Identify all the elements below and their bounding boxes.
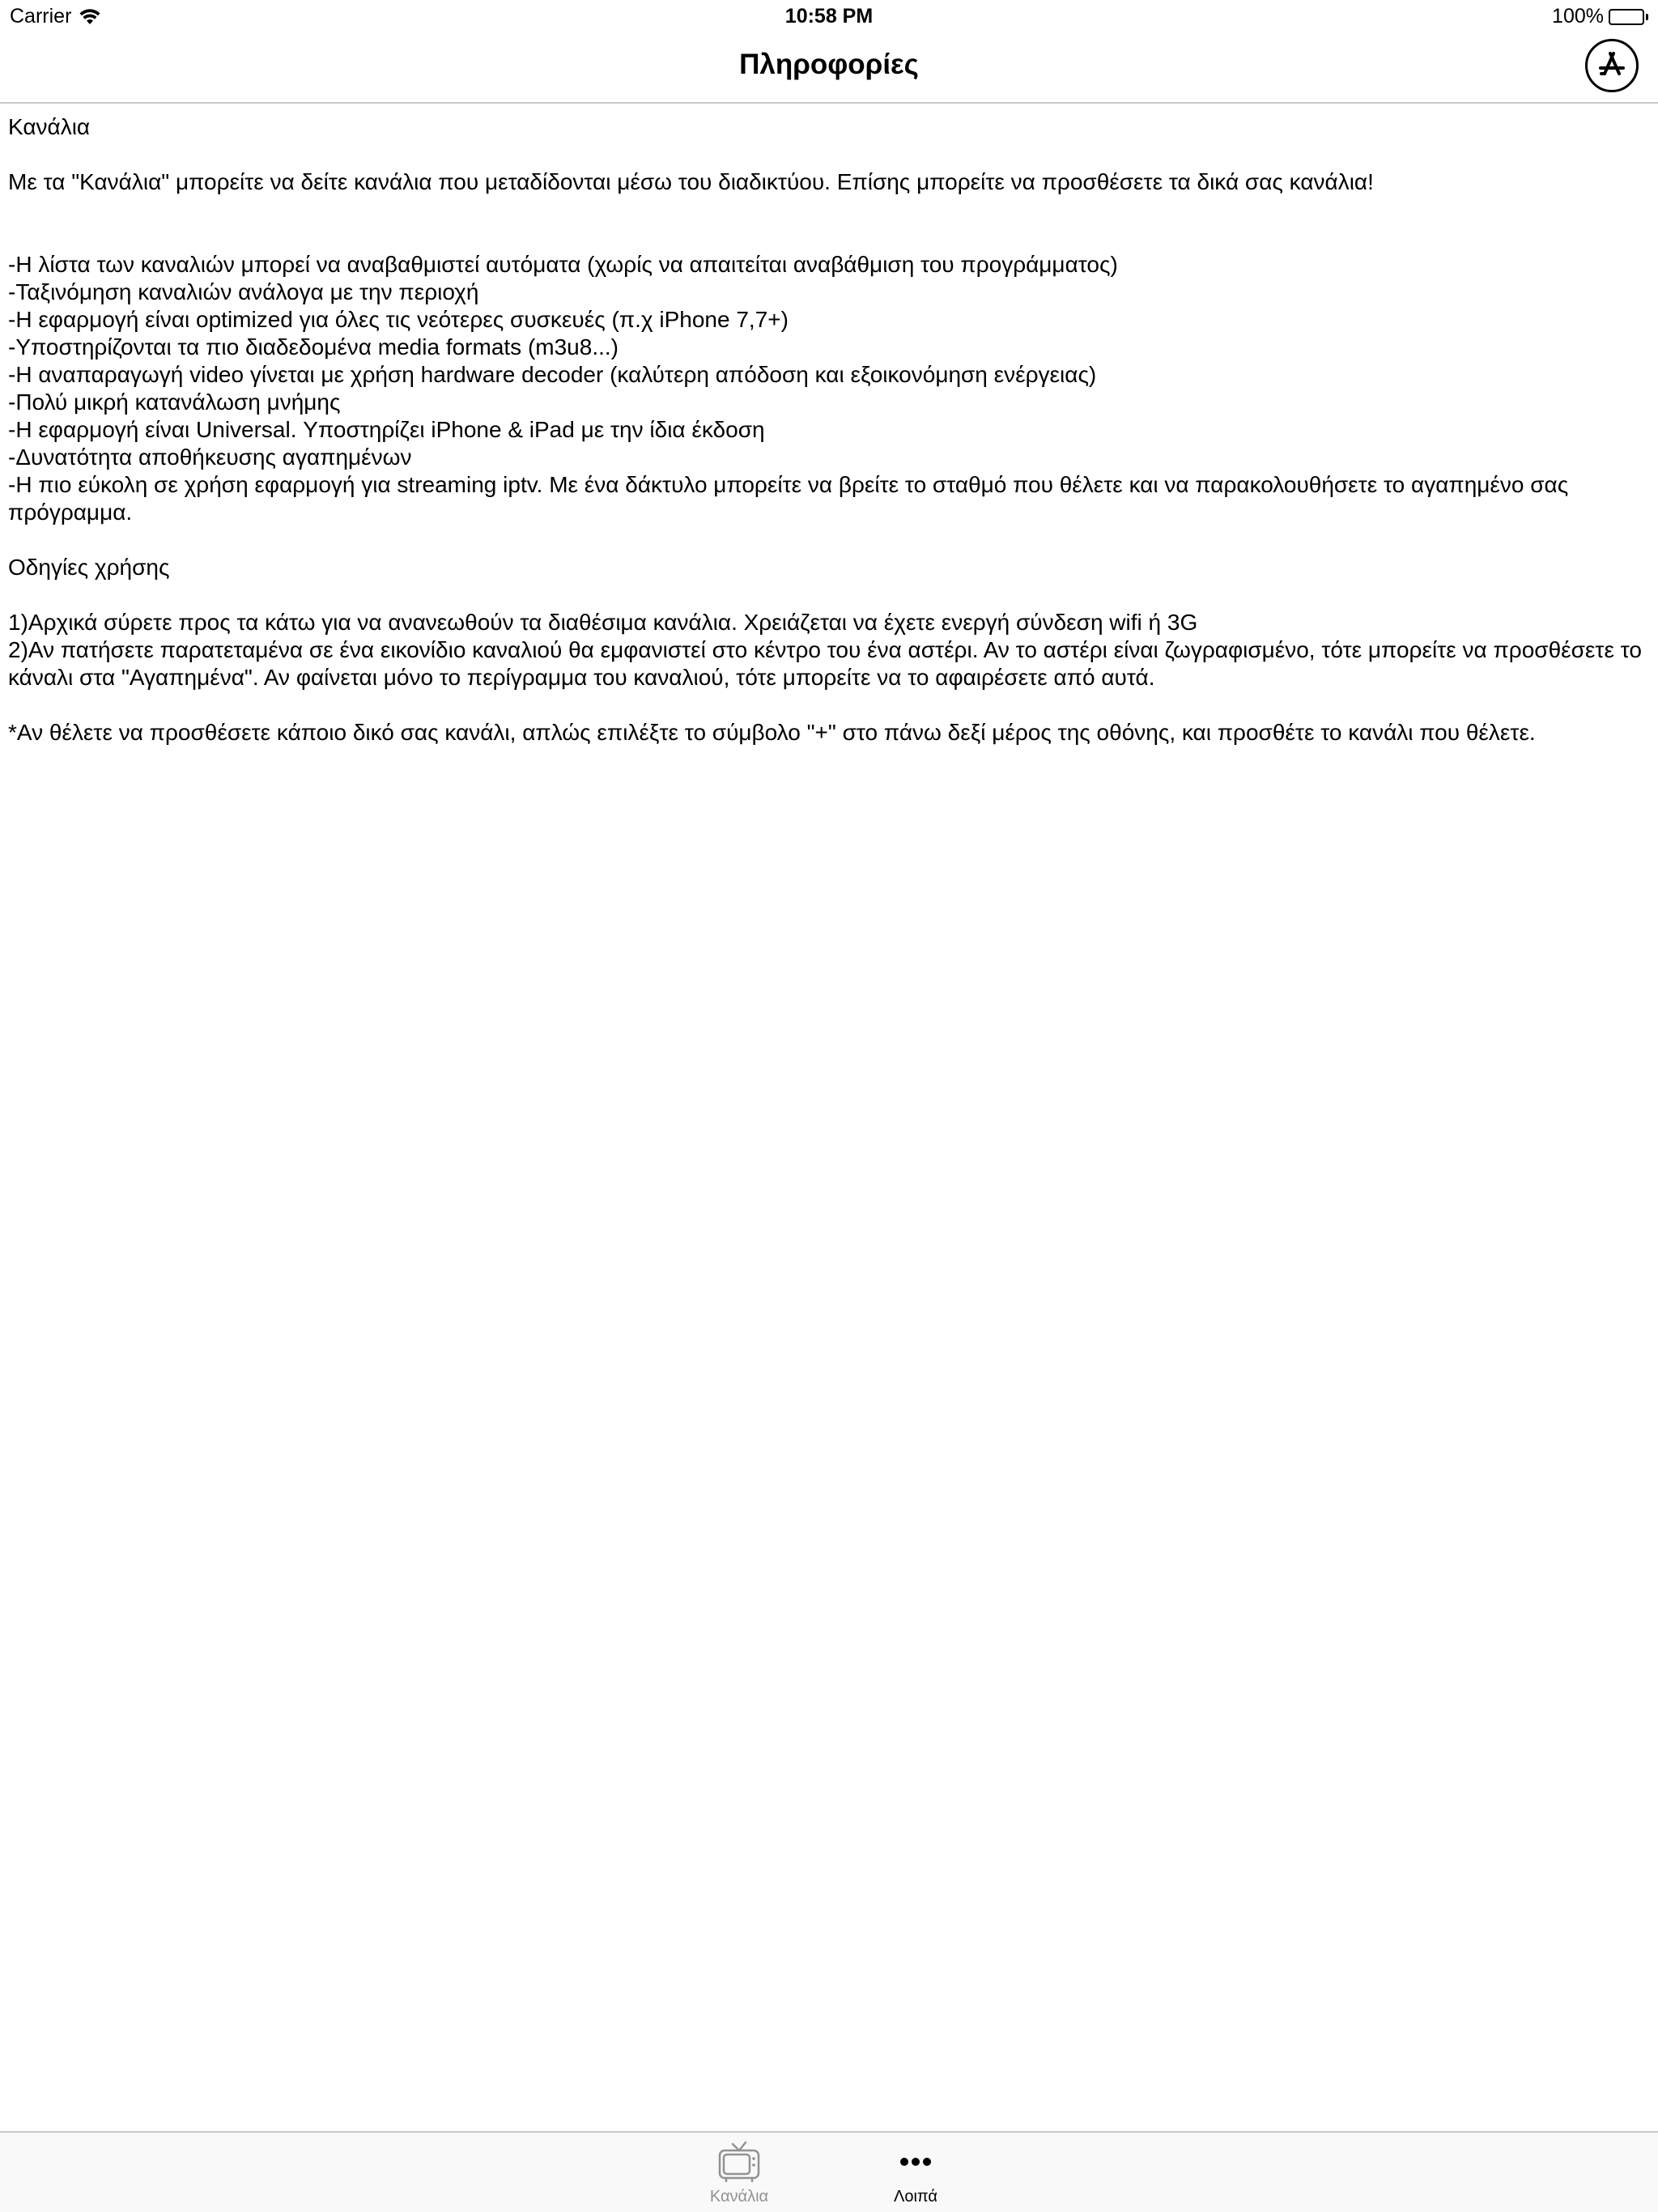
tv-icon xyxy=(691,2139,788,2184)
feature-item: -Η πιο εύκολη σε χρήση εφαρμογή για streaming iptv. Με ένα δάκτυλο μπορείτε να βρείτε το σταθμό που θέλετε και να παρακολουθήσετε το αγαπημένο σας πρόγραμμα. xyxy=(8,472,1569,525)
feature-item: -Η εφαρμογή είναι optimized για όλες τις νεότερες συσκευές (π.χ iPhone 7,7+) xyxy=(8,307,789,332)
instruction-item: 1)Αρχικά σύρετε προς τα κάτω για να ανανεωθούν τα διαθέσιμα κανάλια. Χρειάζεται να έχετε ενεργή σύνδεση wifi ή 3G xyxy=(8,610,1198,635)
more-icon xyxy=(867,2139,964,2184)
instructions-heading: Οδηγίες χρήσης xyxy=(8,555,170,580)
instruction-item: 2)Αν πατήσετε παρατεταμένα σε ένα εικονίδιο καναλιού θα εμφανιστεί στο κέντρο του ένα αστέρι. Αν το αστέρι είναι ζωγραφισμένο, τότε μπορείτε να προσθέσετε το κάναλι στα "Αγαπημένα". Αν φαίνεται μόνο το περίγραμμα του καναλιού, τότε μπορείτε να το αφαιρέσετε από αυτά. xyxy=(8,637,1642,690)
battery-icon xyxy=(1609,9,1648,25)
feature-item: -Δυνατότητα αποθήκευσης αγαπημένων xyxy=(8,445,412,470)
appstore-icon xyxy=(1594,46,1630,86)
status-time: 10:58 PM xyxy=(784,5,874,28)
carrier-label: Carrier xyxy=(10,5,72,28)
tab-more[interactable] xyxy=(867,2139,964,2206)
feature-item: -Πολύ μικρή κατανάλωση μνήμης xyxy=(8,389,341,415)
page-title: Πληροφορίες xyxy=(739,49,919,80)
feature-item: -Η αναπαραγωγή video γίνεται με χρήση hardware decoder (καλύτερη απόδοση και εξοικονόμηση ενέργειας) xyxy=(8,362,1097,387)
feature-item: -Η λίστα των καναλιών μπορεί να αναβαθμιστεί αυτόματα (χωρίς να απαιτείται αναβάθμιση του προγράμματος) xyxy=(8,252,1118,277)
tab-more-label: Λοιπά xyxy=(893,2188,937,2206)
content-heading: Κανάλια xyxy=(8,114,91,139)
feature-item: -Η εφαρμογή είναι Universal. Υποστηρίζει iPhone & iPad με την ίδια έκδοση xyxy=(8,417,765,442)
appstore-button[interactable] xyxy=(1585,39,1639,92)
content-intro: Με τα "Κανάλια" μπορείτε να δείτε κανάλια που μεταδίδονται μέσω του διαδικτύου. Επίσης μπορείτε να προσθέσετε τα δικά σας κανάλια! xyxy=(8,169,1374,194)
tab-bar xyxy=(0,2131,1658,2212)
info-text-content xyxy=(8,113,1650,747)
status-right xyxy=(1552,5,1648,28)
tab-channels-label: Κανάλια xyxy=(709,2188,769,2206)
status-bar xyxy=(0,0,1658,32)
feature-item: -Ταξινόμηση καναλιών ανάλογα με την περιοχή xyxy=(8,279,479,304)
content-note: *Αν θέλετε να προσθέσετε κάποιο δικό σας κανάλι, απλώς επιλέξτε το σύμβολο "+" στο πάνω δεξί μέρος της οθόνης, και προσθέτε το κανάλι που θέλετε. xyxy=(8,720,1536,745)
tab-channels[interactable] xyxy=(691,2139,788,2206)
feature-item: -Υποστηρίζονται τα πιο διαδεδομένα media formats (m3u8...) xyxy=(8,334,619,359)
navigation-bar xyxy=(0,32,1658,104)
battery-percentage: 100% xyxy=(1552,5,1604,28)
